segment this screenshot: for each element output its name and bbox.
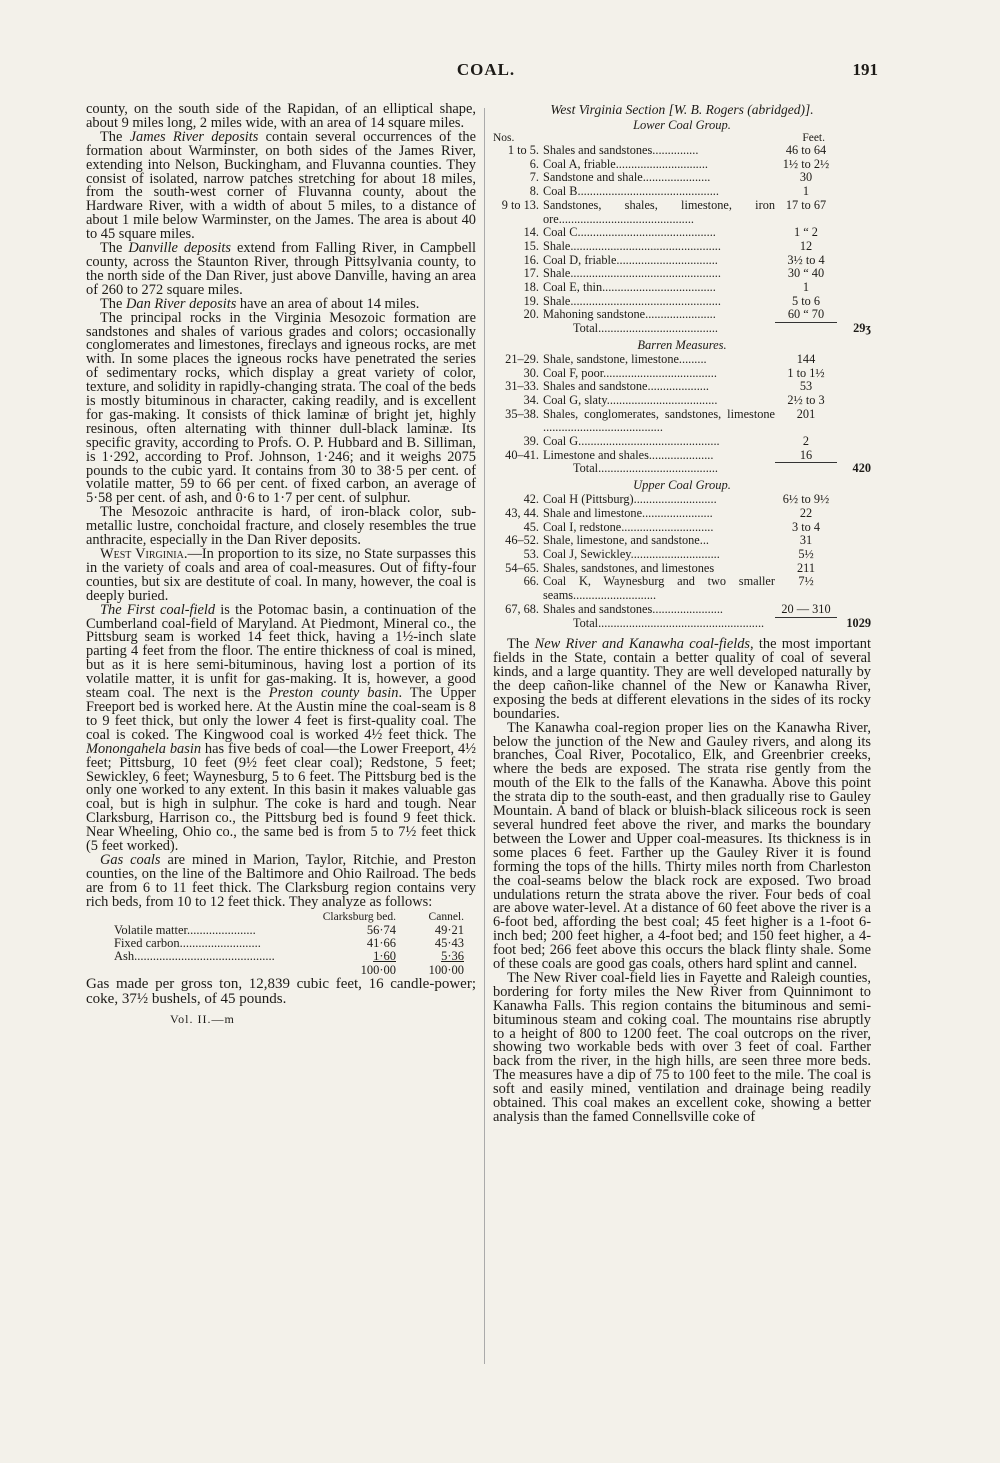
- table-row: [493, 562, 871, 576]
- cell-n: 43, 44.: [505, 505, 539, 520]
- table-row: Ash............................................. 1·60 5·36: [114, 949, 464, 964]
- cell-t: [837, 308, 871, 322]
- cell-t: [837, 521, 871, 535]
- cell-n: 67, 68.: [505, 601, 539, 616]
- cell-v: 17 to 67: [785, 197, 827, 212]
- cell-n: 8.: [529, 184, 539, 199]
- signature-mark: Vol. II.—m: [170, 1012, 235, 1027]
- cell-v: 201: [796, 406, 816, 421]
- cell-n: 14.: [523, 225, 539, 240]
- cell-t: [837, 367, 871, 381]
- cell-n: 39.: [523, 434, 539, 449]
- cell-d: Shales and sandstone....................: [543, 380, 709, 394]
- group-heading: Lower Coal Group.: [633, 118, 731, 132]
- table-row: [493, 226, 871, 240]
- cell-n: 18.: [523, 280, 539, 295]
- left-column: [86, 103, 476, 1027]
- cell-v: 144: [796, 351, 816, 366]
- cell-n: 17.: [523, 266, 539, 281]
- cell-d: Coal J, Sewickley.............................: [543, 547, 720, 561]
- right-column: [493, 103, 871, 1125]
- table-row: [493, 199, 871, 226]
- cell-v: 60 “ 70: [787, 307, 825, 322]
- cell-t: [837, 295, 871, 309]
- cell-d: Coal C.............................................: [543, 226, 716, 240]
- cell-n: [493, 462, 543, 476]
- lower-group-rows: [493, 144, 871, 336]
- cell-t: [837, 171, 871, 185]
- cell-t: [837, 226, 871, 240]
- cell-n: 53.: [523, 546, 539, 561]
- paragraph: county, on the south side of the Rapidan, of an elliptical shape, about 9 miles long, 2 miles wide, with an area of 14 square miles.: [86, 101, 476, 131]
- table-row: [493, 534, 871, 548]
- cell-t: [837, 158, 871, 172]
- cell-v: 7½: [798, 574, 814, 589]
- cell-t: [837, 240, 871, 254]
- cell-n: [493, 322, 543, 336]
- cell-n: 31–33.: [505, 379, 539, 394]
- cell-v: [775, 617, 837, 631]
- cell-v: 30: [799, 170, 813, 185]
- cell-t: [837, 199, 871, 226]
- cell-v: 20 — 310: [781, 601, 831, 616]
- table-row: [493, 267, 871, 281]
- cell-n: [493, 617, 543, 631]
- paragraph: The Danville deposits extend from Falling River, in Campbell county, across the Staunton River, through Pittsylvania county, to the north side of the Dan River, just above Danville, having an area of 260 to 272 square miles.: [86, 240, 476, 298]
- total-row: [493, 617, 871, 631]
- paragraph: The James River deposits contain several occurrences of the formation about Warminster, on both sides of the James River, extending into Nelson, Buckingham, and Fluvanna counties. They consist of isolated, narrow patches stretching for about 18 miles, from the south-west corner of Fluvanna county, about the Hardware River, with a width of about 5 miles, to a distance of about 1 mile below Warminster, on the James. The area is about 40 to 45 square miles.: [86, 128, 476, 243]
- table-row: [493, 281, 871, 295]
- cell-d: Coal G..............................................: [543, 435, 720, 449]
- cell-t: [837, 380, 871, 394]
- cell-v: 1 to 1½: [787, 365, 825, 380]
- table-row: [493, 185, 871, 199]
- cell-d: Coal E, thin.....................................: [543, 281, 716, 295]
- cell-n: 15.: [523, 238, 539, 253]
- group-heading: Upper Coal Group.: [633, 478, 731, 493]
- table-row: Fixed carbon.......................... 41·66 45·43: [114, 935, 464, 950]
- cell-t: 420: [852, 461, 871, 476]
- section-heading: West Virginia.: [100, 546, 188, 562]
- cell-v: 12: [799, 238, 813, 253]
- table-row: [493, 144, 871, 158]
- cell-t: [837, 353, 871, 367]
- cell-t: [837, 281, 871, 295]
- cell-n: 21–29.: [505, 351, 539, 366]
- cell-d: Shales and sandstones.......................: [543, 602, 723, 616]
- cell-n: 9 to 13.: [501, 197, 539, 212]
- table-row: [493, 408, 871, 435]
- table-row: [493, 367, 871, 381]
- cell-t: [837, 562, 871, 576]
- cell-t: [837, 408, 871, 435]
- cell-d: Coal I, redstone..............................: [543, 520, 714, 534]
- analysis-table: [86, 911, 476, 978]
- cell-t: 1029: [846, 615, 871, 630]
- cell-n: 16.: [523, 252, 539, 267]
- section-table-title: West Virginia Section [W. B. Rogers (abridged)].: [550, 102, 814, 117]
- table-row: [493, 308, 871, 322]
- paragraph: The Kanawha coal-region proper lies on the Kanawha River, below the junction of the New and Gauley rivers, and along its branches, Coal River, Pocotalico, Elk, and Greenbrier creeks, where the beds are exposed. The strata rise gently from the mouth of the Elk to the falls of the Kanawha. Above this point the strata dip to the south-east, and then gradually rise to Gauley Mountain. A band of black or bluish-black siliceous rock is seen several hundred feet above the river, and marks the boundary between the Lower and Upper coal-measures. Its thickness is in some places 6 feet. Farther up the Gauley River it is found forming the tops of the hills. Thirty miles north from Charleston the coal-seams below the black rock are exposed. Two broad undulations return the strata above the river. Four beds of coal are above water-level. At a distance of 60 feet above the river is a 6-foot bed, affording the best coal; 45 feet higher is a 1-foot 6-inch bed; 200 feet higher, a 4-foot bed; and 150 feet higher, a 4-foot bed; 266 feet above this occurs the black flinty shale. Some of these coals are good gas coals, others hard splint and cannel.: [493, 719, 871, 973]
- cell-d: Coal D, friable.................................: [543, 253, 718, 267]
- cell-d: Total.......................................: [573, 322, 718, 336]
- cell-d: Coal A, friable..............................: [543, 157, 708, 171]
- cell-d: Total.......................................: [573, 462, 718, 476]
- cell-v: 22: [799, 505, 813, 520]
- total-row: [493, 322, 871, 336]
- cell-d: Limestone and shales.....................: [543, 448, 714, 462]
- running-title: COAL.: [456, 60, 516, 79]
- cell-t: [837, 493, 871, 507]
- paragraph: The Dan River deposits have an area of about 14 miles.: [100, 295, 420, 312]
- upper-group-rows: [493, 493, 871, 630]
- cell-v: 31: [799, 533, 813, 548]
- cell-d: Coal G, slaty....................................: [543, 393, 718, 407]
- cell-d: Coal B..............................................: [543, 185, 719, 199]
- paragraph: The New River coal-field lies in Fayette and Raleigh counties, bordering for forty miles the New River from Quinnimont to Kanawha Falls. This region contains the bituminous and semi-bituminous steam and coking coal. The mountains rise abruptly to a height of 800 to 1200 feet. The coal outcrops on the river, showing two workable beds with over 3 feet of coal. Farther back from the river, in the high hills, are seen three more beds. The measures have a dip of 75 to 100 feet to the mile. The coal is soft and easily mined, ventilation and drainage being readily obtained. This coal makes an excellent coke, showing a better analysis than the famed Connellsville coke of: [493, 969, 871, 1126]
- table-row: [493, 394, 871, 408]
- page-header: [86, 60, 886, 84]
- cell-n: 6.: [529, 156, 539, 171]
- total-row: [493, 462, 871, 476]
- cell-n: 30.: [523, 365, 539, 380]
- cell-v: 2½ to 3: [787, 392, 825, 407]
- cell-v: 30 “ 40: [787, 266, 825, 281]
- analysis-header: Clarksburg bed. Cannel.: [322, 910, 464, 923]
- table-row: Volatile matter...................... 56·74 49·21: [114, 922, 464, 937]
- cell-d: Coal K, Waynesburg and two smaller seams...........................: [543, 575, 775, 603]
- table-row: [493, 548, 871, 562]
- cell-n: 40–41.: [505, 447, 539, 462]
- paragraph: The principal rocks in the Virginia Mesozoic formation are sandstones and shales of various grades and colors; occasionally conglomerates and limestones, fireclays and igneous rocks, are met with. In some places the igneous rocks have penetrated the series of sedimentary rocks, which display a great variety of color, texture, and solidity in rapidly-changing strata. The coal of the beds is mostly bituminous in character, caking readily, and is excellent for gas-making. It consists of thick laminæ of bright jet, highly resinous, often alternating with thinner dull-black laminæ. Its specific gravity, according to Profs. O. P. Hubbard and B. Silliman, is 1·292, according to Prof. Johnson, 1·246; and it weighs 2075 pounds to the cubic yard. It contains from 30 to 38·5 per cent. of volatile matter, 59 to 66 per cent. of fixed carbon, an average of 5·58 per cent. of ash, and 0·6 to 1·7 per cent. of sulphur.: [86, 309, 476, 507]
- paragraph: West Virginia.—In proportion to its size, no State surpasses this in the variety of coals and area of coal-measures. Out of fifty-four counties, but six are destitute of coal. In many, however, the coal is deeply buried.: [86, 546, 476, 604]
- column-divider: [484, 108, 485, 1364]
- cell-d: Coal F, poor.....................................: [543, 366, 717, 380]
- cell-v: 6½ to 9½: [782, 492, 830, 507]
- cell-n: 46–52.: [505, 533, 539, 548]
- cell-t: [837, 254, 871, 268]
- cell-v: 5 to 6: [791, 293, 820, 308]
- cell-v: 2: [802, 434, 810, 449]
- table-header: Nos. Feet.: [493, 132, 825, 144]
- group-heading: Barren Measures.: [637, 337, 727, 352]
- cell-t: 29ʒ: [853, 321, 871, 336]
- table-row: [493, 603, 871, 617]
- cell-v: 16: [799, 447, 813, 462]
- cell-d: Shale, limestone, and sandstone...: [543, 534, 709, 548]
- cell-d: Shale.................................................: [543, 294, 721, 308]
- table-row: [493, 158, 871, 172]
- table-row: [493, 295, 871, 309]
- cell-n: 66.: [523, 574, 539, 589]
- paragraph: The New River and Kanawha coal-fields, the most important fields in the State, contain a better quality of coal of several kinds, and a large quantity. They are well developed naturally by the deep cañon-like channel of the New or Kanawha River, exposing the beds at different elevations in the sides of its rocky boundaries.: [493, 636, 871, 722]
- table-row: [493, 435, 871, 449]
- table-row: [493, 380, 871, 394]
- cell-v: 1: [802, 280, 810, 295]
- cell-v: 5½: [798, 546, 814, 561]
- cell-d: Shales and sandstones...............: [543, 144, 699, 157]
- cell-t: [837, 548, 871, 562]
- cell-n: 45.: [523, 519, 539, 534]
- table-row: [493, 353, 871, 367]
- cell-v: [775, 462, 837, 476]
- cell-v: 53: [799, 379, 813, 394]
- cell-d: Shale, sandstone, limestone.........: [543, 352, 707, 366]
- cell-d: Shale and limestone.......................: [543, 506, 713, 520]
- cell-n: 7.: [529, 170, 539, 185]
- cell-v: 1½ to 2½: [782, 156, 830, 171]
- cell-d: Mahoning sandstone.......................: [543, 308, 716, 322]
- cell-d: Shales, sandstones, and limestones: [543, 561, 715, 575]
- cell-d: Sandstone and shale......................: [543, 171, 711, 185]
- cell-t: [837, 185, 871, 199]
- cell-t: [837, 603, 871, 617]
- paragraph: Gas made per gross ton, 12,839 cubic feet, 16 candle-power; coke, 37½ bushels, of 45 pounds.: [86, 976, 476, 1008]
- cell-t: [837, 267, 871, 281]
- cell-n: 54–65.: [505, 560, 539, 575]
- cell-d: Shales, conglomerates, sandstones, limestone .......................................: [543, 407, 775, 435]
- cell-d: Shale.................................................: [543, 239, 721, 253]
- page-number: 191: [852, 60, 878, 79]
- cell-v: 3½ to 4: [787, 252, 825, 267]
- cell-v: 1 “ 2: [794, 225, 818, 240]
- cell-v: 3 to 4: [791, 519, 820, 534]
- cell-v: 1: [802, 184, 810, 199]
- table-row: [493, 493, 871, 507]
- barren-group-rows: [493, 353, 871, 476]
- cell-n: 42.: [523, 492, 539, 507]
- cell-d: Shale.................................................: [543, 267, 721, 281]
- cell-n: 20.: [523, 307, 539, 322]
- table-row: [493, 171, 871, 185]
- table-row: 100·00 100·00: [360, 962, 464, 977]
- cell-d: Total......................................................: [573, 616, 765, 630]
- cell-t: [837, 435, 871, 449]
- cell-v: 211: [797, 560, 815, 575]
- cell-t: [837, 507, 871, 521]
- table-row: [493, 254, 871, 268]
- table-row: [493, 449, 871, 463]
- paragraph: The First coal-field is the Potomac basin, a continuation of the Cumberland coal-field of Maryland. At Piedmont, Mineral co., the Pittsburg seam is worked 14 feet thick, having a 1½-inch slate parting 4 feet from the floor. The entire thickness of coal is mined, but as it is here semi-bituminous, having lost a portion of its volatile matter, it is unfit for gas-making. It is, however, a good steam coal. The next is the Preston county basin. The Upper Freeport bed is worked here. At the Austin mine the coal-seam is 8 to 9 feet thick, but only the lower 4 feet is first-quality coal. The coal is coked. The Kingwood coal is worked 4½ feet thick. The Monongahela basin has five beds of coal—the Lower Freeport, 4½ feet; Pittsburg, 10 feet (9½ feet clear coal); Redstone, 5 feet; Sewickley, 6 feet; Waynesburg, 5 to 6 feet. The Pittsburg bed is the only one worked to any extent. In this basin it makes valuable gas coal, but is high in sulphur. The coke is hard and tough. Near Clarksburg, Harrison co., the Pittsburg bed is found 9 feet thick. Near Wheeling, Ohio co., the same bed is from 5 to 7½ feet thick (5 feet worked).: [86, 601, 476, 855]
- cell-n: 35–38.: [505, 406, 539, 421]
- cell-d: Coal H (Pittsburg)...........................: [543, 493, 717, 507]
- cell-v: 46 to 64: [785, 143, 827, 157]
- paragraph: The Mesozoic anthracite is hard, of iron-black color, sub-metallic lustre, conchoidal fracture, and closely resembles the true anthracite, especially in the Dan River deposits.: [86, 504, 476, 549]
- cell-t: [837, 534, 871, 548]
- cell-n: 34.: [523, 392, 539, 407]
- cell-n: 19.: [523, 293, 539, 308]
- cell-t: [837, 449, 871, 463]
- cell-v: [775, 322, 837, 336]
- table-row: [493, 521, 871, 535]
- table-row: [493, 575, 871, 602]
- table-row: [493, 240, 871, 254]
- cell-t: [837, 575, 871, 602]
- table-row: [493, 507, 871, 521]
- cell-t: [837, 394, 871, 408]
- cell-n: 1 to 5.: [507, 143, 539, 157]
- cell-d: Sandstones, shales, limestone, iron ore............................................: [543, 198, 775, 226]
- paragraph: Gas coals are mined in Marion, Taylor, Ritchie, and Preston counties, on the line of the Baltimore and Ohio Railroad. The beds are from 6 to 11 feet thick. The Clarksburg region contains very rich beds, from 10 to 12 feet thick. They analyze as follows:: [86, 851, 476, 910]
- cell-t: [837, 144, 871, 158]
